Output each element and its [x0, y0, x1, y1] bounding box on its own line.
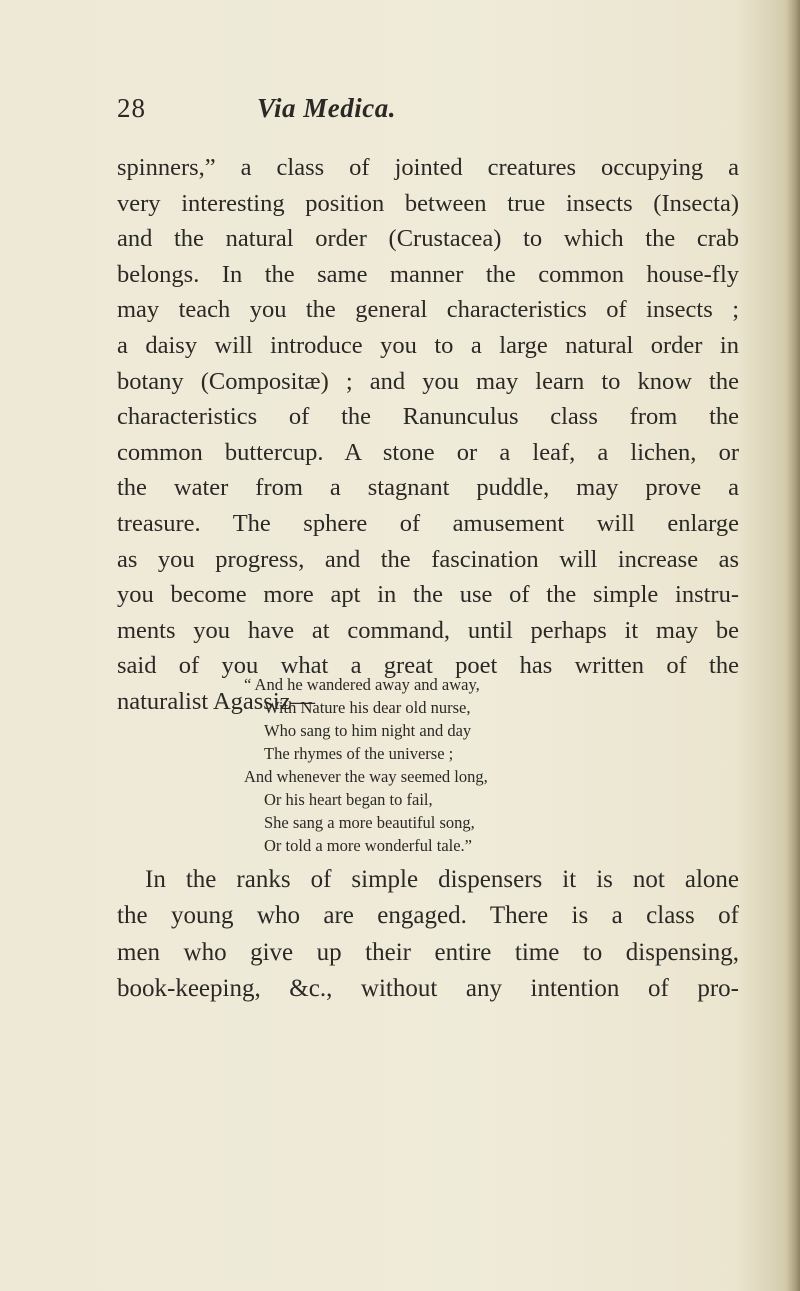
- running-head: [117, 93, 737, 133]
- poem-line: And whenever the way seemed long,: [244, 767, 488, 786]
- paragraph-1: [117, 150, 739, 720]
- text-line: very interesting position between true insects (Insecta): [117, 189, 739, 217]
- poem-line: Or his heart began to fail,: [264, 790, 433, 809]
- text-line: belongs. In the same manner the common house-fly: [117, 260, 739, 288]
- text-line: as you progress, and the fascination will increase as: [117, 545, 739, 573]
- text-line: treasure. The sphere of amusement will enlarge: [117, 509, 739, 537]
- poem-line: With Nature his dear old nurse,: [264, 698, 471, 717]
- poem-line: “ And he wandered away and away,: [244, 675, 480, 694]
- text-line: common buttercup. A stone or a leaf, a lichen, or: [117, 438, 739, 466]
- text-line: men who give up their entire time to dispensing,: [117, 938, 739, 966]
- text-line: and the natural order (Crustacea) to which the crab: [117, 225, 739, 253]
- poem-line: The rhymes of the universe ;: [264, 744, 454, 763]
- poem-line: She sang a more beautiful song,: [264, 813, 475, 832]
- text-line: the water from a stagnant puddle, may prove a: [117, 474, 739, 502]
- text-line: spinners,” a class of jointed creatures occupying a: [117, 154, 739, 181]
- page-number: 28: [117, 93, 146, 123]
- running-title: Via Medica.: [257, 93, 396, 123]
- text-line: botany (Compositæ) ; and you may learn to know the: [117, 367, 739, 395]
- poem-line: Or told a more wonderful tale.”: [264, 836, 473, 855]
- text-line: may teach you the general characteristics of insects ;: [117, 296, 739, 324]
- poem-quotation: [244, 673, 664, 857]
- paragraph-2: [117, 862, 739, 1007]
- text-line: book-keeping, &c., without any intention of pro-: [117, 974, 739, 1002]
- text-line: said of you what a great poet has written of the: [117, 652, 739, 680]
- text-line: you become more apt in the use of the simple instru-: [117, 581, 739, 609]
- poem-line: Who sang to him night and day: [264, 721, 472, 740]
- page-edge-shadow: [786, 0, 800, 1291]
- text-line: ments you have at command, until perhaps it may be: [117, 616, 739, 644]
- text-line: characteristics of the Ranunculus class from the: [117, 403, 739, 431]
- text-line: a daisy will introduce you to a large natural order in: [117, 331, 739, 359]
- text-line: the young who are engaged. There is a class of: [117, 902, 739, 930]
- text-line: In the ranks of simple dispensers it is not alone: [145, 866, 739, 893]
- text-line: naturalist Agassiz—: [117, 687, 316, 715]
